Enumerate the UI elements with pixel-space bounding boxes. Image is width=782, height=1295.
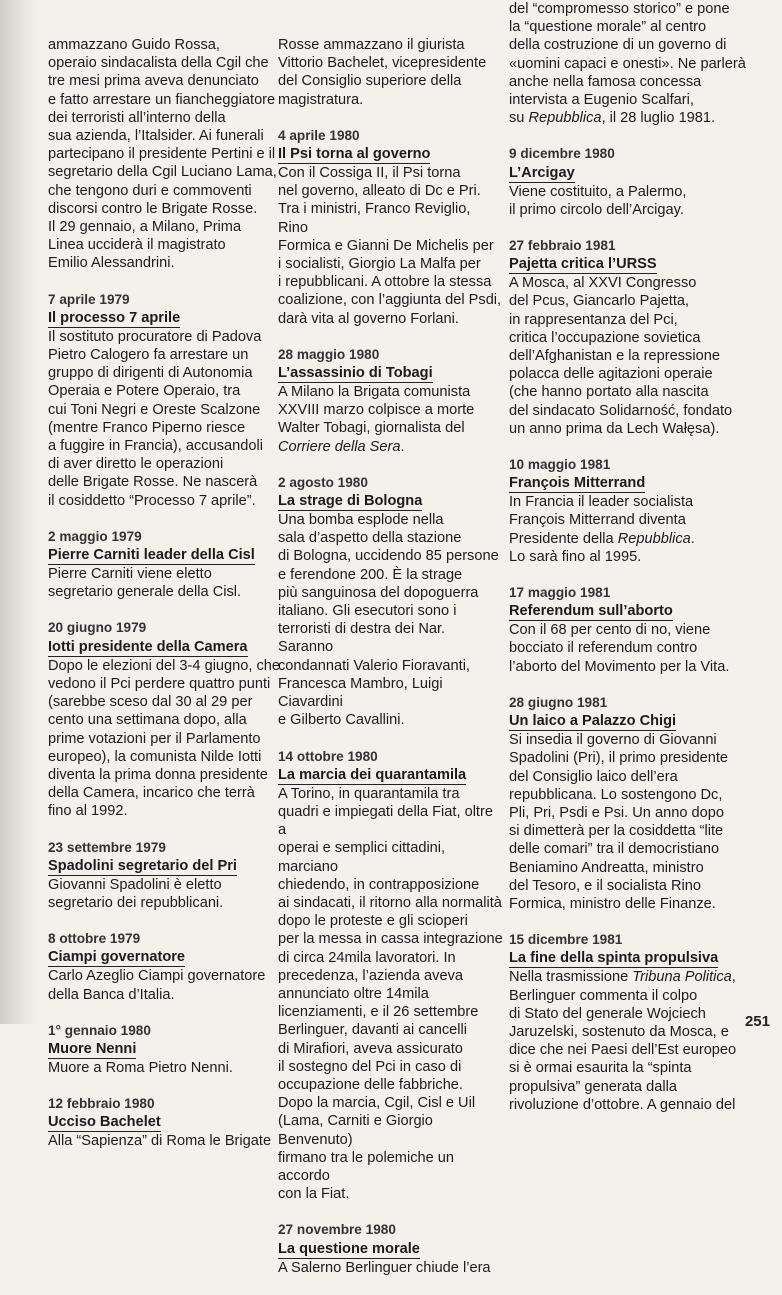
body-line: nel governo, alleato di Dc e Pri. (278, 183, 481, 200)
body-line: europeo), la comunista Nilde Iotti (48, 748, 262, 765)
entry-title: Iotti presidente della Camera (48, 638, 248, 655)
body-line: Formica e Gianni De Michelis per (278, 237, 494, 254)
body-line: critica l’occupazione sovietica (509, 329, 701, 346)
body-line: vedono il Pci perdere quattro punti (48, 675, 271, 692)
timeline-entry (278, 748, 503, 1204)
column-3 (509, 0, 749, 1132)
body-line: Spadolini (Pri), il primo presidente (509, 750, 728, 767)
intro-continuation (509, 0, 749, 127)
body-line: Beniamino Andreatta, ministro (509, 859, 704, 876)
column-1 (48, 36, 283, 1169)
timeline-entry (509, 931, 749, 1114)
entry-date: 28 maggio 1980 (278, 346, 380, 362)
body-line: di circa 24mila lavoratori. In (278, 949, 456, 966)
body-line: tre mesi prima aveva denunciato (48, 73, 259, 90)
body-line: dell’Afghanistan e la repressione (509, 348, 720, 365)
body-line: Berlinguer, davanti ai cancelli (278, 1022, 468, 1039)
body-line: i repubblicani. A ottobre la stessa (278, 274, 492, 291)
timeline-entry (48, 1095, 283, 1150)
body-line: (che hanno portato alla nascita (509, 384, 709, 401)
body-line: ai sindacati, il ritorno alla normalità (278, 894, 502, 911)
body-line: un anno prima da Lech Wałęsa). (509, 420, 720, 437)
body-line: rivoluzione d’ottobre. A gennaio del (509, 1096, 736, 1113)
body-line: a fuggire in Francia), accusandoli (48, 438, 263, 455)
body-line: Nella trasmissione Tribuna Politica, (509, 969, 736, 986)
timeline-entry (509, 584, 749, 676)
entry-date: 7 aprile 1979 (48, 291, 130, 307)
body-line: In Francia il leader socialista (509, 494, 694, 511)
entry-date: 2 maggio 1979 (48, 528, 142, 544)
body-line: ammazzano Guido Rossa, (48, 37, 220, 53)
body-line: sala d’aspetto della stazione (278, 530, 462, 547)
body-line: XXVIII marzo colpisce a morte (278, 402, 475, 419)
body-line: Viene costituito, a Palermo, (509, 183, 687, 200)
body-line: dopo le proteste e gli scioperi (278, 913, 468, 930)
intro-continuation (48, 36, 283, 273)
body-line: del Consiglio laico dell’era (509, 768, 678, 785)
body-line: Il sostituto procuratore di Padova (48, 328, 262, 345)
body-line: Corriere della Sera. (278, 438, 405, 455)
body-line: annunciato oltre 14mila (278, 985, 429, 1002)
column-2 (278, 36, 503, 1295)
body-line: condannati Valerio Fioravanti, (278, 657, 470, 674)
body-line: Alla “Sapienza” di Roma le Brigate (48, 1133, 272, 1150)
body-line: operai e semplici cittadini, marciano (278, 840, 446, 875)
body-line: darà vita al governo Forlani. (278, 310, 459, 327)
body-line: bocciato il referendum contro (509, 640, 698, 657)
entry-title: Pajetta critica l’URSS (509, 256, 657, 273)
timeline-entry (48, 291, 283, 510)
binding-shadow (0, 0, 40, 1024)
body-line: Una bomba esplode nella (278, 512, 444, 529)
body-line: licenziamenti, e il 26 settembre (278, 1004, 479, 1021)
body-line: coalizione, con l’aggiunta del Psdi, (278, 292, 502, 309)
body-line: Con il Cossiga II, il Psi torna (278, 165, 461, 182)
timeline-entry (509, 237, 749, 438)
body-line: Emilio Alessandrini. (48, 255, 175, 272)
body-line: di aver diretto le operazioni (48, 456, 224, 473)
entry-title: François Mitterrand (509, 475, 646, 492)
timeline-entry (509, 694, 749, 913)
entry-date: 4 aprile 1980 (278, 127, 360, 143)
body-line: Francesca Mambro, Luigi Ciavardini (278, 675, 443, 711)
body-line: della Camera, incarico che terrà (48, 785, 255, 802)
body-line: l’aborto del Movimento per la Vita. (509, 658, 730, 675)
body-line: del Pcus, Giancarlo Pajetta, (509, 293, 690, 310)
timeline-entry (48, 619, 283, 820)
body-line: e ferendone 200. È la strage (278, 566, 463, 583)
entry-date: 28 giugno 1981 (509, 694, 608, 710)
entry-title: La questione morale (278, 1240, 420, 1257)
body-line: per la messa in cassa integrazione (278, 931, 503, 948)
body-line: Walter Tobagi, giornalista del (278, 420, 465, 437)
body-line: segretario dei repubblicani. (48, 894, 224, 911)
body-line: diventa la prima donna presidente (48, 766, 268, 783)
entry-title: Muore Nenni (48, 1040, 137, 1057)
body-line: anche nella famosa concessa (509, 73, 702, 90)
body-line: Muore a Roma Pietro Nenni. (48, 1059, 233, 1076)
body-line: partecipano il presidente Pertini e il (48, 146, 276, 163)
body-line: A Mosca, al XXVI Congresso (509, 275, 697, 292)
entry-title: L’Arcigay (509, 164, 575, 181)
body-line: Il 29 gennaio, a Milano, Prima (48, 219, 242, 236)
timeline-entry (278, 127, 503, 328)
body-line: chiedendo, in contrapposizione (278, 876, 480, 893)
body-line: del sindacato Solidarność, fondato (509, 402, 733, 419)
body-line: segretario generale della Cisl. (48, 584, 242, 601)
page-number: 251 (744, 1013, 770, 1030)
entry-date: 27 novembre 1980 (278, 1222, 396, 1238)
body-line: e Gilberto Cavallini. (278, 712, 405, 729)
body-line: cento una settimana dopo, alla (48, 712, 247, 729)
body-line: Pietro Calogero fa arrestare un (48, 347, 249, 364)
body-line: intervista a Eugenio Scalfari, (509, 92, 694, 109)
timeline-entry (278, 474, 503, 730)
entry-date: 9 dicembre 1980 (509, 146, 615, 162)
body-line: gruppo di dirigenti di Autonomia (48, 365, 253, 382)
entry-title: Un laico a Palazzo Chigi (509, 713, 677, 730)
body-line: Operaia e Potere Operaio, tra (48, 383, 241, 400)
timeline-entry (48, 930, 283, 1004)
body-line: Dopo le elezioni del 3-4 giugno, che (48, 657, 281, 674)
entry-title: Spadolini segretario del Pri (48, 857, 237, 874)
entry-title: Referendum sull’aborto (509, 603, 673, 620)
entry-date: 1° gennaio 1980 (48, 1022, 151, 1038)
body-line: A Torino, in quarantamila tra (278, 785, 460, 802)
body-line: su Repubblica, il 28 luglio 1981. (509, 110, 716, 127)
entry-date: 2 agosto 1980 (278, 474, 368, 490)
entry-title: Ucciso Bachelet (48, 1114, 161, 1131)
body-line: la “questione morale” al centro (509, 19, 707, 36)
timeline-entry (48, 528, 283, 602)
body-line: si è ormai esaurita la “spinta (509, 1060, 692, 1077)
body-line: Carlo Azeglio Ciampi governatore (48, 968, 266, 985)
entry-date: 20 giugno 1979 (48, 620, 147, 636)
body-line: italiano. Gli esecutori sono i (278, 603, 457, 620)
body-line: polacca delle agitazioni operaie (509, 366, 713, 383)
body-line: del “compromesso storico” e pone (509, 1, 730, 17)
body-line: Giovanni Spadolini è eletto (48, 876, 222, 893)
entry-date: 12 febbraio 1980 (48, 1096, 155, 1112)
body-line: con la Fiat. (278, 1186, 350, 1203)
body-line: (mentre Franco Piperno riesce (48, 419, 246, 436)
body-line: i socialisti, Giorgio La Malfa per (278, 256, 481, 273)
body-line: il sostegno del Pci in caso di (278, 1058, 462, 1075)
entry-title: Il Psi torna al governo (278, 146, 431, 163)
body-line: terroristi di destra dei Nar. Saranno (278, 621, 446, 656)
body-line: del Consiglio superiore della (278, 73, 462, 90)
body-line: cui Toni Negri e Oreste Scalzone (48, 401, 261, 418)
body-line: segretario della Cgil Luciano Lama, (48, 164, 277, 181)
body-line: Lo sarà fino al 1995. (509, 548, 642, 565)
body-line: di Mirafiori, aveva assicurato (278, 1040, 463, 1057)
entry-date: 14 ottobre 1980 (278, 748, 378, 764)
body-line: e fatto arrestare un fiancheggiatore (48, 91, 276, 108)
timeline-entry (509, 456, 749, 566)
body-line: Dopo la marcia, Cgil, Cisl e Uil (278, 1095, 476, 1112)
entry-title: L’assassinio di Tobagi (278, 365, 433, 382)
body-line: A Salerno Berlinguer chiude l’era (278, 1259, 491, 1276)
body-line: Pierre Carniti viene eletto (48, 566, 212, 583)
body-line: Formica, ministro delle Finanze. (509, 895, 716, 912)
body-line: Tra i ministri, Franco Reviglio, Rino (278, 201, 471, 236)
body-line: Si insedia il governo di Giovanni (509, 732, 717, 749)
body-line: sua azienda, l’Italsider. Ai funerali (48, 128, 264, 145)
body-line: François Mitterrand diventa (509, 512, 686, 529)
body-line: di Bologna, uccidendo 85 persone (278, 548, 499, 565)
body-line: Jaruzelski, sostenuto da Mosca, e (509, 1023, 729, 1040)
body-line: di Stato del generale Wojciech (509, 1005, 706, 1022)
body-line: del Tesoro, e il socialista Rino (509, 877, 701, 894)
body-line: il cosiddetto “Processo 7 aprile”. (48, 492, 256, 509)
body-line: (sarebbe sceso dal 30 al 29 per (48, 694, 253, 711)
body-line: Presidente della Repubblica. (509, 530, 695, 547)
body-line: più sanguinosa del dopoguerra (278, 584, 479, 601)
entry-title: Il processo 7 aprile (48, 309, 181, 326)
body-line: delle comari” tra il democristiano (509, 841, 720, 858)
entry-date: 23 settembre 1979 (48, 839, 166, 855)
intro-continuation (278, 36, 503, 109)
body-line: discorsi contro le Brigate Rosse. (48, 200, 258, 217)
entry-date: 10 maggio 1981 (509, 457, 611, 473)
body-line: A Milano la Brigata comunista (278, 384, 471, 401)
body-line: Vittorio Bachelet, vicepresidente (278, 55, 487, 72)
body-line: dei terroristi all’interno della (48, 109, 226, 126)
body-line: Rosse ammazzano il giurista (278, 37, 465, 53)
entry-title: Ciampi governatore (48, 949, 186, 966)
body-line: che tengono duri e commoventi (48, 182, 252, 199)
entry-title: La fine della spinta propulsiva (509, 950, 719, 967)
entry-title: Pierre Carniti leader della Cisl (48, 547, 255, 564)
body-line: della costruzione di un governo di (509, 37, 727, 54)
body-line: in rappresentanza del Pci, (509, 311, 678, 328)
body-line: fino al 1992. (48, 803, 128, 820)
body-line: delle Brigate Rosse. Ne nascerà (48, 474, 258, 491)
entry-title: La marcia dei quarantamila (278, 766, 467, 783)
body-line: operaio sindacalista della Cgil che (48, 55, 269, 72)
body-line: propulsiva” generata dalla (509, 1078, 677, 1095)
body-line: (Lama, Carniti e Giorgio Benvenuto) (278, 1113, 433, 1148)
timeline-entry (278, 1221, 503, 1276)
body-line: firmano tra le polemiche un accordo (278, 1149, 455, 1184)
body-line: repubblicana. Lo sostengono Dc, (509, 786, 723, 803)
body-line: «uomini capaci e onesti». Ne parlerà (509, 55, 746, 72)
entry-date: 15 dicembre 1981 (509, 932, 623, 948)
entry-date: 17 maggio 1981 (509, 585, 611, 601)
body-line: Pli, Pri, Psdi e Psi. Un anno dopo (509, 804, 724, 821)
timeline-entry (278, 346, 503, 456)
body-line: della Banca d’Italia. (48, 986, 175, 1003)
body-line: Con il 68 per cento di no, viene (509, 622, 711, 639)
timeline-entry (48, 839, 283, 913)
body-line: quadri e impiegati della Fiat, oltre a (278, 803, 493, 839)
entry-date: 8 ottobre 1979 (48, 931, 141, 947)
entry-date: 27 febbraio 1981 (509, 238, 616, 254)
body-line: occupazione delle fabbriche. (278, 1076, 463, 1093)
body-line: precedenza, l’azienda aveva (278, 967, 463, 984)
entry-title: La strage di Bologna (278, 493, 423, 510)
body-line: Berlinguer commenta il colpo (509, 987, 698, 1004)
body-line: magistratura. (278, 91, 364, 108)
body-line: Linea ucciderà il magistrato (48, 237, 226, 254)
body-line: prime votazioni per il Parlamento (48, 730, 261, 747)
timeline-entry (509, 145, 749, 219)
body-line: il primo circolo dell’Arcigay. (509, 201, 684, 218)
body-line: dice che nei Paesi dell’Est europeo (509, 1042, 737, 1059)
body-line: si dimetterà per la cosiddetta “lite (509, 823, 724, 840)
timeline-entry (48, 1022, 283, 1077)
